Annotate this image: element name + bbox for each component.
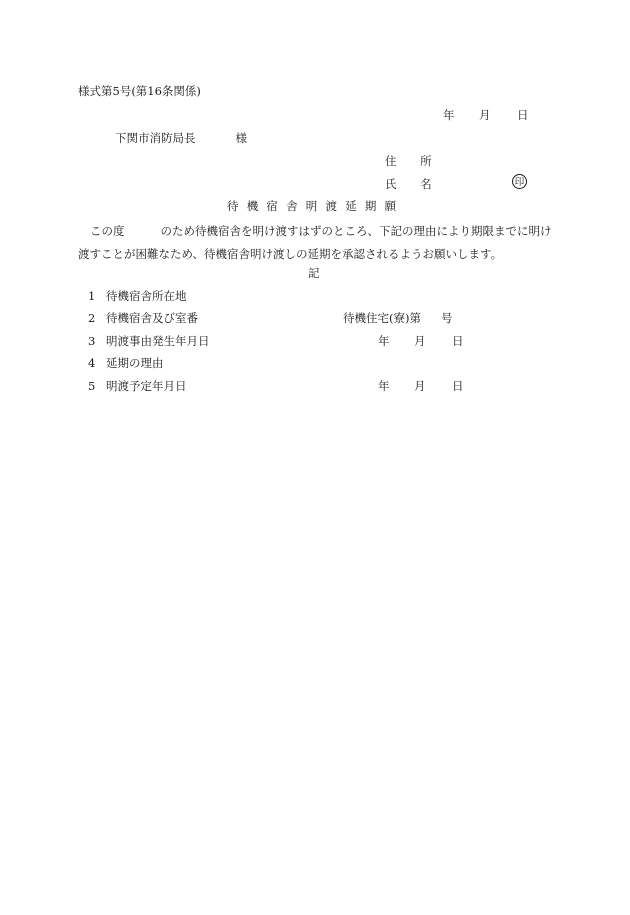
list-item [88,291,187,303]
applicant-address-label: 住 所 [385,154,442,168]
date-year-label: 年 [378,334,390,348]
date-month-label: 月 [479,108,491,122]
item-label: 待機宿舎所在地 [106,289,187,303]
date-day-label: 日 [517,108,529,122]
list-item [88,358,164,370]
date-day-label: 日 [452,379,464,393]
addressee-honorific: 様 [235,131,247,145]
date-day-label: 日 [452,334,464,348]
addressee [115,133,247,145]
applicant-name-label: 氏 名 [385,177,442,191]
addressee-name: 下関市消防局長 [115,131,196,145]
date-year-label: 年 [378,379,390,393]
item-label: 明渡事由発生年月日 [106,334,210,348]
item-number: 1 [88,289,96,303]
list-item [88,381,187,393]
item-label: 待機宿舎及び室番 [106,311,198,325]
date-month-label: 月 [414,334,426,348]
vacate-reason-date [378,336,464,348]
housing-prefix: 待機住宅(寮)第 [343,311,421,325]
item-number: 4 [88,356,96,370]
list-item [88,336,210,348]
planned-vacate-date [378,381,464,393]
document-title: 待機宿舎明渡延期願 [227,199,405,213]
list-item [88,313,198,325]
date-month-label: 月 [414,379,426,393]
date-year-label: 年 [443,108,455,122]
housing-suffix: 号 [440,311,453,325]
body-prefix: この度 [90,224,125,238]
item-number: 2 [88,311,96,325]
body-paragraph [78,220,554,266]
body-main: のため待機宿舎を明け渡すはずのところ、下記の理由により期限までに明け渡すことが困難なため、待機宿舎明け渡しの延期を承認されるようお願いします。 [78,224,552,261]
seal-icon: 印 [512,174,527,189]
item-number: 5 [88,379,96,393]
ki-heading: 記 [308,266,320,280]
form-number: 様式第5号(第16条関係) [78,84,201,98]
housing-room-number [343,313,452,325]
item-label: 延期の理由 [106,356,164,370]
application-date [443,110,529,122]
item-number: 3 [88,334,96,348]
item-label: 明渡予定年月日 [106,379,187,393]
